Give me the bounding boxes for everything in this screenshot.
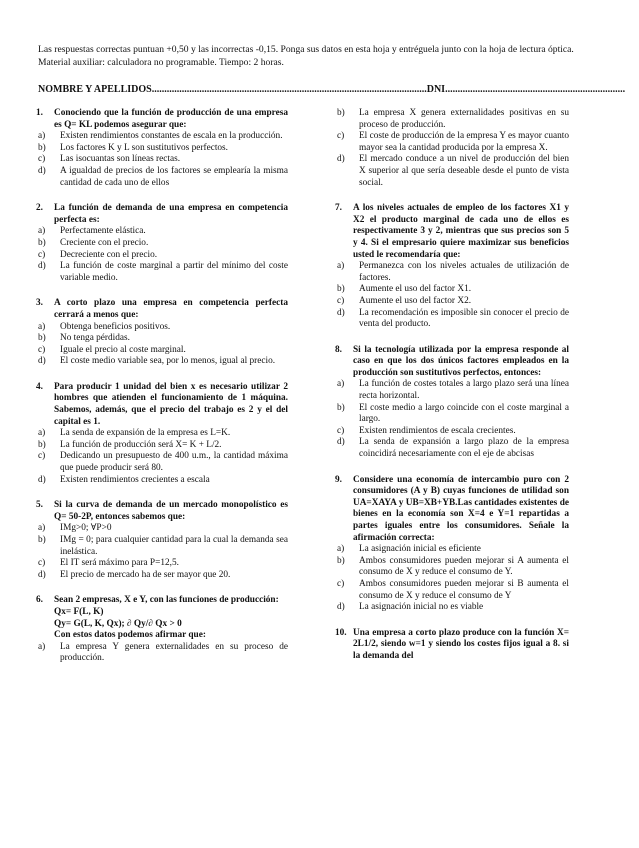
exam-instructions: Las respuestas correctas puntuan +0,50 y las incorrectas -0,15. Ponga sus datos en esta hoja y entréguela junto con la hoja de lectura óptica. Material auxiliar: calculadora no programable. Tiempo: 2 horas. — [38, 44, 574, 68]
question-5: 5. Si la curva de demanda de un mercado monopolístico es Q= 50-2P, entonces sabemos que: a) IMg>0; ∀P>0 b) IMg = 0; para cualquier cantidad para la cual la demanda sea inelástica. c) El IT será máximo para P=12,5. d) El precio de mercado ha de ser mayor que 20. — [36, 500, 288, 580]
question-8-option-c: c) Existen rendimientos de escala crecientes. — [337, 425, 516, 436]
question-1-option-b: b) Los factores K y L son sustitutivos perfectos. — [38, 142, 229, 153]
question-5-option-d: d) El precio de mercado ha de ser mayor que 20. — [38, 569, 231, 580]
question-3-option-d: d) El coste medio variable sea, por lo menos, igual al precio. — [38, 356, 276, 367]
question-6: 6. Sean 2 empresas, X e Y, con las funciones de producción: Qx= F(L, K) Qy= G(L, K, Qx); ∂ Qy/∂ Qx > 0 Con estos datos podemos afirmar que: a) La empresa Y genera externalidades en su proceso de producción. — [36, 595, 288, 664]
question-4-text: Para producir 1 unidad del bien x es necesario utilizar 2 hombres que atienden el funcionamiento de 1 máquina. Sabemos, además, que el precio del trabajo es 2 y el del capital es 1. — [54, 381, 288, 427]
left-column — [36, 108, 288, 679]
dni-label: DNI — [426, 84, 446, 95]
question-4-option-d: d) Existen rendimientos crecientes a escala — [38, 474, 210, 485]
question-2-option-b: b) Creciente con el precio. — [38, 237, 149, 248]
question-2: 2. La función de demanda de una empresa en competencia perfecta es: a) Perfectamente elástica. b) Creciente con el precio. c) Decreciente con el precio. d) La función de coste marginal a partir del mínimo del coste variable medio. — [36, 203, 288, 283]
question-4-option-c: c) Dedicando un presupuesto de 400 u.m., la cantidad máxima que puede producir será 80. — [38, 451, 288, 474]
question-9-option-a: a) La asignación inicial es eficiente — [337, 544, 481, 555]
name-dni-row — [38, 84, 626, 95]
question-5-option-a: a) IMg>0; ∀P>0 — [38, 523, 112, 534]
question-3-text: A corto plazo una empresa en competencia perfecta cerrará a menos que: — [54, 298, 288, 320]
question-4-option-b: b) La función de producción será X= K + L/2. — [38, 439, 222, 450]
question-6-function-y: Qy= G(L, K, Qx); ∂ Qy/∂ Qx > 0 — [54, 618, 182, 629]
question-8-text: Si la tecnología utilizada por la empresa responde al caso en que los dos únicos factores empleados en la producción son sustitutivos perfectos, entonces: — [353, 344, 569, 378]
name-fill-line: .............................................................................................................. — [151, 84, 427, 95]
question-9-option-d: d) La asignación inicial no es viable — [337, 602, 484, 613]
question-8-option-b: b) El coste medio a largo coincide con el coste marginal a largo. — [337, 402, 569, 425]
question-10-text: Una empresa a corto plazo produce con la función X= 2L1/2, siendo w=1 y siendo los costes fijos igual a 8. si la demanda del — [353, 627, 569, 661]
question-3-option-c: c) Iguale el precio al coste marginal. — [38, 344, 186, 355]
question-7-option-b: b) Aumente el uso del factor X1. — [337, 284, 472, 295]
question-6-continued — [335, 108, 569, 189]
question-1-option-c: c) Las isocuantas son líneas rectas. — [38, 154, 181, 165]
question-2-option-a: a) Perfectamente elástica. — [38, 226, 146, 237]
question-7-option-a: a) Permanezca con los niveles actuales de utilización de factores. — [337, 261, 569, 283]
question-2-option-c: c) Decreciente con el precio. — [38, 249, 158, 260]
question-6-option-d: d) El mercado conduce a un nivel de producción del bien X superior al que sería deseable desde el punto de vista social. — [337, 154, 569, 188]
question-7-option-d: d) La recomendación es imposible sin conocer el precio de venta del producto. — [337, 307, 569, 330]
question-3: 3. A corto plazo una empresa en competencia perfecta cerrará a menos que: a) Obtenga beneficios positivos. b) No tenga pérdidas. c) Iguale el precio al coste marginal. d) El coste medio variable sea, por lo menos, igual al precio. — [36, 298, 288, 367]
question-5-option-c: c) El IT será máximo para P=12,5. — [38, 558, 179, 569]
question-8: 8. Si la tecnología utilizada por la empresa responde al caso en que los dos únicos factores empleados en la producción son sustitutivos perfectos, entonces: a) La función de costes totales a largo plazo será una línea recta horizontal. b) El coste medio a largo coincide con el coste marginal a largo. c) Existen rendimientos de escala crecientes. d) La senda de expansión a largo plazo de la empresa coincidirá necesariamente con el eje de abcisas — [335, 344, 569, 460]
name-label: NOMBRE Y APELLIDOS — [38, 84, 152, 95]
question-6-function-x: Qx= F(L, K) — [54, 606, 104, 617]
question-3-option-b: b) No tenga pérdidas. — [38, 333, 130, 344]
right-column — [335, 108, 569, 677]
question-6-option-b: b) La empresa X genera externalidades positivas en su proceso de producción. — [337, 108, 569, 130]
question-9-text: Considere una economía de intercambio puro con 2 consumidores (A y B) cuyas funciones de utilidad son UA=XAYA y UB=XB+YB.Las cantidades existentes de bienes en la economía son X=4 e Y=1 repartidas a partes iguales entre los consumidores. Señale la afirmación correcta: — [353, 474, 569, 543]
question-5-option-b: b) IMg = 0; para cualquier cantidad para la cual la demanda sea inelástica. — [38, 535, 288, 557]
dni-fill-line: ........................................................................ — [445, 84, 626, 95]
question-3-option-a: a) Obtenga beneficios positivos. — [38, 321, 171, 332]
question-4: 4. Para producir 1 unidad del bien x es necesario utilizar 2 hombres que atienden el funcionamiento de 1 máquina. Sabemos, además, que el precio del trabajo es 2 y el del capital es 1. a) La senda de expansión de la empresa es L=K. b) La función de producción será X= K + L/2. c) Dedicando un presupuesto de 400 u.m., la cantidad máxima que puede producir será 80. d) Existen rendimientos crecientes a escala — [36, 381, 288, 485]
question-9-option-c: c) Ambos consumidores pueden mejorar si B aumenta el consumo de X y reduce el consumo de Y — [337, 578, 569, 601]
question-6-option-c: c) El coste de producción de la empresa Y es mayor cuanto mayor sea la cantidad producida por la empresa X. — [337, 131, 569, 153]
question-6-lead: Con estos datos podemos afirmar que: — [54, 630, 206, 641]
question-1: 1. Conociendo que la función de producción de una empresa es Q= KL podemos asegurar que: a) Existen rendimientos constantes de escala en la producción. b) Los factores K y L son sustitutivos perfectos. c) Las isocuantas son líneas rectas. d) A igualdad de precios de los factores se emplearía la misma cantidad de cada uno de ellos — [36, 108, 288, 188]
question-7-option-c: c) Aumente el uso del factor X2. — [337, 295, 472, 306]
question-1-option-d: d) A igualdad de precios de los factores se emplearía la misma cantidad de cada uno de ellos — [38, 165, 288, 188]
question-4-option-a: a) La senda de expansión de la empresa es L=K. — [38, 428, 231, 439]
question-1-text: Conociendo que la función de producción de una empresa es Q= KL podemos asegurar que: — [54, 108, 288, 130]
question-7: 7. A los niveles actuales de empleo de los factores X1 y X2 el producto marginal de cada uno de ellos es respectivamente 3 y 2, mientras que sus precios son 5 y 4. Si el empresario quiere maximizar sus beneficios usted le recomendaría que: a) Permanezca con los niveles actuales de utilización de factores. b) Aumente el uso del factor X1. c) Aumente el uso del factor X2. d) La recomendación es imposible sin conocer el precio de venta del producto. — [335, 203, 569, 330]
question-8-option-a: a) La función de costes totales a largo plazo será una línea recta horizontal. — [337, 379, 569, 402]
question-8-option-d: d) La senda de expansión a largo plazo de la empresa coincidirá necesariamente con el eje de abcisas — [337, 437, 569, 460]
question-6-text: Sean 2 empresas, X e Y, con las funciones de producción: — [54, 595, 279, 606]
question-9: 9. Considere una economía de intercambio puro con 2 consumidores (A y B) cuyas funciones de utilidad son UA=XAYA y UB=XB+YB.Las cantidades existentes de bienes en la economía son X=4 e Y=1 repartidas a partes iguales entre los consumidores. Señale la afirmación correcta: a) La asignación inicial es eficiente b) Ambos consumidores pueden mejorar si A aumenta el consumo de X y reduce el consumo de Y. c) Ambos consumidores pueden mejorar si B aumenta el consumo de X y reduce el consumo de Y d) La asignación inicial no es viable — [335, 474, 569, 613]
question-9-option-b: b) Ambos consumidores pueden mejorar si A aumenta el consumo de X y reduce el consumo de Y. — [337, 555, 569, 578]
question-2-option-d: d) La función de coste marginal a partir del mínimo del coste variable medio. — [38, 261, 288, 283]
question-5-text: Si la curva de demanda de un mercado monopolístico es Q= 50-2P, entonces sabemos que: — [54, 500, 288, 522]
question-7-text: A los niveles actuales de empleo de los factores X1 y X2 el producto marginal de cada uno de ellos es respectivamente 3 y 2, mientras que sus precios son 5 y 4. Si el empresario quiere maximizar sus beneficios usted le recomendaría que: — [353, 203, 569, 260]
question-6-option-a: a) La empresa Y genera externalidades en su proceso de producción. — [38, 641, 288, 664]
question-2-text: La función de demanda de una empresa en competencia perfecta es: — [54, 203, 288, 225]
question-10: 10. Una empresa a corto plazo produce con la función X= 2L1/2, siendo w=1 y siendo los costes fijos igual a 8. si la demanda del — [335, 627, 569, 661]
question-1-option-a: a) Existen rendimientos constantes de escala en la producción. — [38, 131, 283, 142]
